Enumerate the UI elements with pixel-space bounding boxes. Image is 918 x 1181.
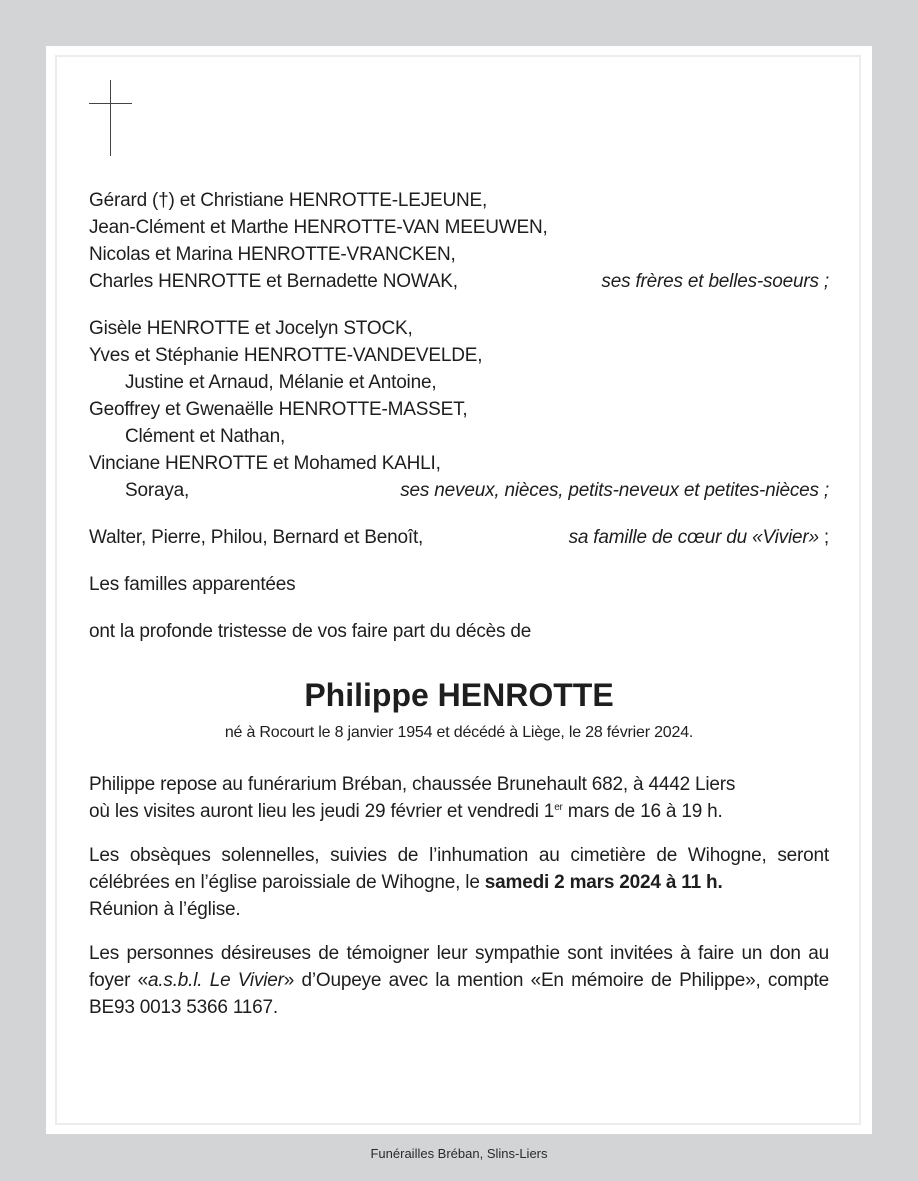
visitation-line-1: Philippe repose au funérarium Bréban, chaussée Brunehault 682, à 4442 Liers — [89, 774, 736, 795]
friends-relation: sa famille de cœur du «Vivier» ; — [568, 527, 829, 548]
obituary-card — [46, 46, 872, 1134]
siblings-block — [89, 187, 829, 295]
visitation-line-2: où les visites auront lieu les jeudi 29 février et vendredi 1er mars de 16 à 19 h. — [89, 801, 723, 822]
nephew-line — [89, 477, 829, 504]
nephew-line: Gisèle HENROTTE et Jocelyn STOCK, — [89, 318, 413, 339]
nephew-text: Soraya, — [125, 480, 190, 501]
funeral-datetime: samedi 2 mars 2024 à 11 h. — [484, 872, 723, 893]
announcement-text: ont la profonde tristesse de vos faire part du décès de — [89, 621, 532, 642]
nephew-line: Clément et Nathan, — [125, 426, 286, 447]
funeral-home-footer: Funérailles Bréban, Slins-Liers — [370, 1146, 548, 1161]
nephew-line: Yves et Stéphanie HENROTTE-VANDEVELDE, — [89, 345, 483, 366]
sibling-line: Gérard (†) et Christiane HENROTTE-LEJEUNE, — [89, 190, 488, 211]
related-families: Les familles apparentées — [89, 574, 296, 595]
gathering-text: Réunion à l’église. — [89, 899, 241, 920]
nephews-block — [89, 315, 829, 504]
nephew-line: Geoffrey et Gwenaëlle HENROTTE-MASSET, — [89, 399, 468, 420]
nephew-line: Vinciane HENROTTE et Mohamed KAHLI, — [89, 453, 441, 474]
sibling-line: Nicolas et Marina HENROTTE-VRANCKEN, — [89, 244, 456, 265]
cross-icon — [89, 80, 133, 156]
friends-line — [89, 524, 829, 551]
siblings-relation: ses frères et belles-soeurs ; — [601, 271, 829, 292]
visitation-block — [89, 771, 829, 825]
obituary-content — [89, 187, 829, 1021]
organization-name: a.s.b.l. Le Vivier — [147, 970, 284, 991]
ordinal-superscript: er — [554, 802, 563, 813]
sibling-line: Jean-Clément et Marthe HENROTTE-VAN MEEUWEN, — [89, 217, 548, 238]
deceased-dates: né à Rocourt le 8 janvier 1954 et décédé à Liège, le 28 février 2024. — [224, 724, 694, 741]
nephews-relation: ses neveux, nièces, petits-neveux et petites-nièces ; — [400, 480, 829, 501]
friends-text: Walter, Pierre, Philou, Bernard et Benoît, — [89, 527, 424, 548]
deceased-name: Philippe HENROTTE — [304, 677, 614, 713]
sibling-text: Charles HENROTTE et Bernadette NOWAK, — [89, 271, 458, 292]
donation-paragraph: Les personnes désireuses de témoigner leur sympathie sont invitées à faire un don au foyer «a.s.b.l. Le Vivier» d’Oupeye avec la mention «En mémoire de Philippe», compte BE93 0013 5366 1167. — [89, 943, 830, 1018]
funeral-paragraph: Les obsèques solennelles, suivies de l’inhumation au cimetière de Wihogne, seront célébrées en l’église paroissiale de Wihogne, le samedi 2 mars 2024 à 11 h. — [89, 845, 829, 893]
sibling-line — [89, 268, 829, 295]
nephew-line: Justine et Arnaud, Mélanie et Antoine, — [125, 372, 437, 393]
